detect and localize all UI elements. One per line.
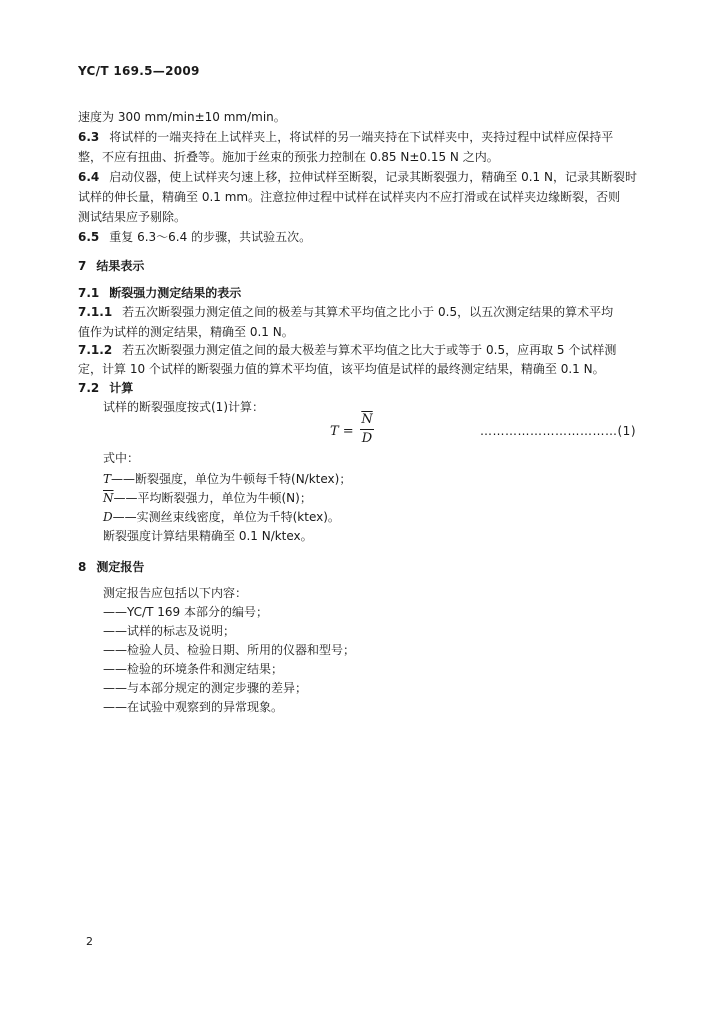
symbol: D [103,510,113,524]
clause-number: 6.3 [78,130,100,144]
clause-7-1-2 [78,343,616,357]
definition-text: ——断裂强度，单位为牛顿每千特(N/ktex)； [111,472,352,486]
text-line: 式中： [103,451,140,465]
definition-text: ——实测丝束线密度，单位为千特(ktex)。 [112,510,340,524]
list-item: ——检验人员、检验日期、所用的仪器和型号； [103,643,356,657]
definition-n [103,491,312,505]
list-item: ——YC/T 169 本部分的编号； [103,605,268,619]
clause-number: 6.4 [78,170,100,184]
clause-text: 将试样的一端夹持在上试样夹上，将试样的另一端夹持在下试样夹中，夹持过程中试样应保持平 [109,130,614,144]
clause-6-5 [78,230,311,244]
section-7-2-heading [78,381,133,395]
symbol: $\overline{N}$ [103,491,114,505]
section-title: 断裂强力测定结果的表示 [109,286,242,300]
section-number: 7.1 [78,286,100,300]
text-line: 整，不应有扭曲、折叠等。施加于丝束的预张力控制在 0.85 N±0.15 N 之内。 [78,150,499,164]
clause-number: 6.5 [78,230,100,244]
definition-d [103,510,340,524]
clause-7-1-1 [78,305,613,319]
clause-6-3 [78,130,613,144]
text-line: 速度为 300 mm/min±10 mm/min。 [78,110,286,124]
formula-lhs: T = [330,424,354,439]
clause-number: 7.1.1 [78,305,113,319]
section-number: 8 [78,560,87,574]
page-number: 2 [86,935,93,948]
clause-number: 7.1.2 [78,343,113,357]
section-7-heading [78,259,144,273]
list-item: ——在试验中观察到的异常现象。 [103,700,284,714]
section-title: 测定报告 [96,560,145,574]
text-line: 断裂强度计算结果精确至 0.1 N/ktex。 [103,529,313,543]
clause-text: 若五次断裂强力测定值之间的最大极差与算术平均值之比大于或等于 0.5，应再取 5 个试样测 [122,343,617,357]
text-line: 试样的伸长量，精确至 0.1 mm。注意拉伸过程中试样在试样夹内不应打滑或在试样夹边缘断裂，否则 [78,190,621,204]
clause-6-4 [78,170,637,184]
list-item: ——检验的环境条件和测定结果； [103,662,284,676]
clause-text: 若五次断裂强力测定值之间的极差与其算术平均值之比小于 0.5，以五次测定结果的算术平均 [122,305,614,319]
text-line: 测试结果应予剔除。 [78,210,187,224]
formula-1 [330,413,390,449]
formula-denominator: D [361,431,373,446]
section-8-heading [78,560,144,574]
standard-header: YC/T 169.5—2009 [78,64,200,78]
text-line: 测定报告应包括以下内容： [103,586,248,600]
definition-text: ——平均断裂强力，单位为牛顿(N)； [113,491,312,505]
equation-number: ……………………………(1) [480,424,636,438]
section-number: 7 [78,259,87,273]
symbol: T [103,472,112,486]
definition-t [103,472,351,486]
section-title: 计算 [109,381,134,395]
list-item: ——与本部分规定的测定步骤的差异； [103,681,308,695]
text-line: 定，计算 10 个试样的断裂强力值的算术平均值，该平均值是试样的最终测定结果，精确至 0.1 N。 [78,362,605,376]
list-item: ——试样的标志及说明； [103,624,236,638]
fraction-bar [360,429,374,430]
text-line: 值作为试样的测定结果，精确至 0.1 N。 [78,325,294,339]
text-line: 试样的断裂强度按式(1)计算： [103,400,264,414]
clause-text: 启动仪器，使上试样夹匀速上移，拉伸试样至断裂，记录其断裂强力，精确至 0.1 N，记录其断裂时 [109,170,637,184]
section-7-1-heading [78,286,241,300]
formula-fraction [360,413,374,446]
formula-numerator: $\overline{N}$ [361,412,373,427]
section-number: 7.2 [78,381,100,395]
clause-text: 重复 6.3～6.4 的步骤，共试验五次。 [109,230,312,244]
section-title: 结果表示 [96,259,145,273]
